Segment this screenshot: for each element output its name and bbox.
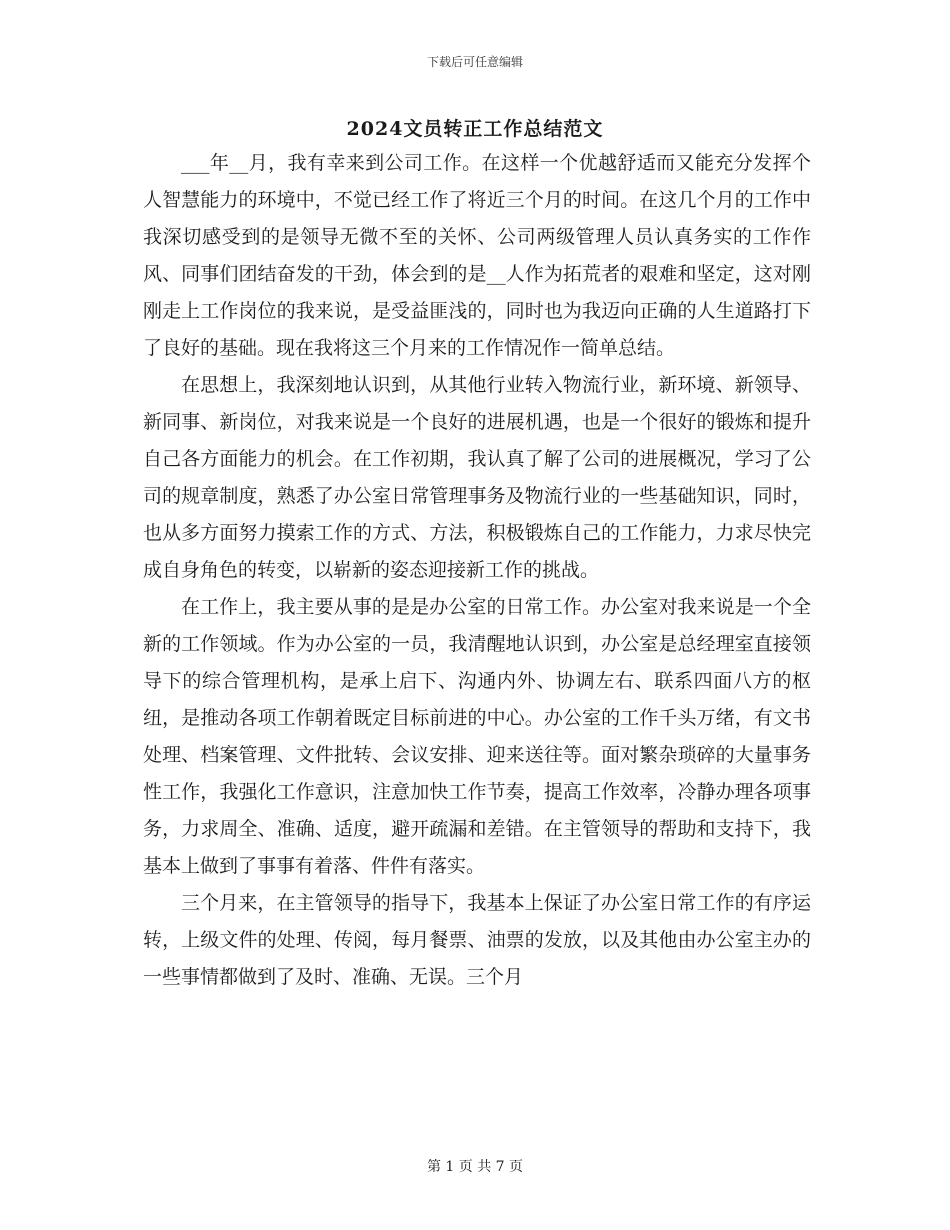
document-body <box>143 145 811 996</box>
document-title: 2024文员转正工作总结范文 <box>346 118 604 140</box>
paragraph-1: ___年__月，我有幸来到公司工作。在这样一个优越舒适而又能充分发挥个人智慧能力的环境中，不觉已经工作了将近三个月的时间。在这几个月的工作中我深切感受到的是领导无微不至的关怀、公司两级管理人员认真务实的工作作风、同事们团结奋发的干劲，体会到的是__人作为拓荒者的艰难和坚定，这对刚刚走上工作岗位的我来说，是受益匪浅的，同时也为我迈向正确的人生道路打下了良好的基础。现在我将这三个月来的工作情况作一简单总结。 <box>143 152 811 359</box>
paragraph-2: 在思想上，我深刻地认识到，从其他行业转入物流行业，新环境、新领导、新同事、新岗位，对我来说是一个良好的进展机遇，也是一个很好的锻炼和提升自己各方面能力的机会。在工作初期，我认真了解了公司的进展概况，学习了公司的规章制度，熟悉了办公室日常管理事务及物流行业的一些基础知识，同时，也从多方面努力摸索工作的方式、方法，积极锻炼自己的工作能力，力求尽快完成自身角色的转变，以崭新的姿态迎接新工作的挑战。 <box>143 374 811 581</box>
header-note: 下载后可任意编辑 <box>426 55 523 69</box>
paragraph-3: 在工作上，我主要从事的是是办公室的日常工作。办公室对我来说是一个全新的工作领域。作为办公室的一员，我清醒地认识到，办公室是总经理室直接领导下的综合管理机构，是承上启下、沟通内外、协调左右、联系四面八方的枢纽，是推动各项工作朝着既定目标前进的中心。办公室的工作千头万绪，有文书处理、档案管理、文件批转、会议安排、迎来送往等。面对繁杂琐碎的大量事务性工作，我强化工作意识，注意加快工作节奏，提高工作效率，冷静办理各项事务，力求周全、准确、适度，避开疏漏和差错。在主管领导的帮助和支持下，我基本上做到了事事有着落、件件有落实。 <box>143 596 811 877</box>
paragraph-4: 三个月来，在主管领导的指导下，我基本上保证了办公室日常工作的有序运转，上级文件的处理、传阅，每月餐票、油票的发放，以及其他由办公室主办的一些事情都做到了及时、准确、无误。三个月 <box>143 892 811 988</box>
page-footer: 第 1 页 共 7 页 <box>426 1159 524 1175</box>
